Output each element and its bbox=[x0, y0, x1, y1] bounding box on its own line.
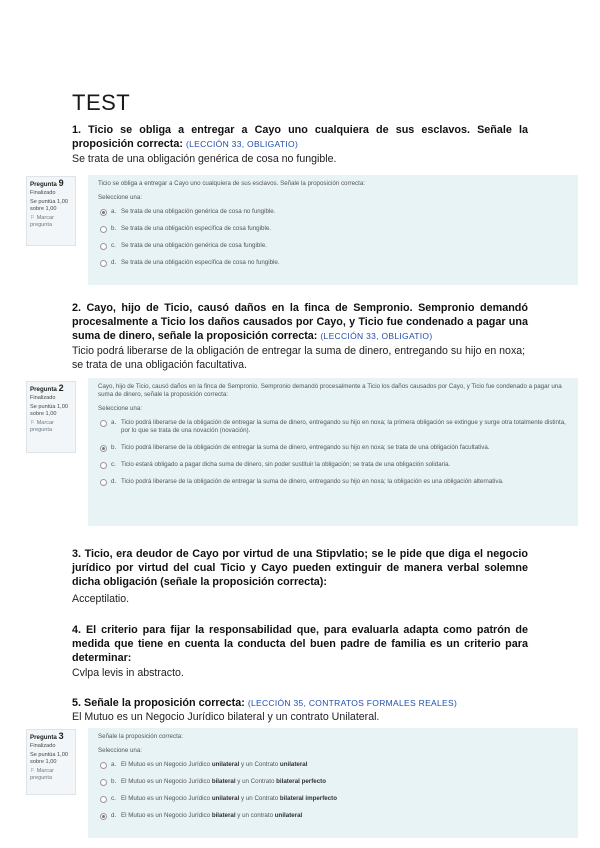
radio-button[interactable] bbox=[100, 796, 107, 803]
option-c[interactable]: c. Se trata de una obligación genérica de cosa fungible. bbox=[100, 242, 568, 250]
flag-icon: ⚐ bbox=[30, 420, 36, 426]
page-title: TEST bbox=[72, 90, 131, 115]
question-status: Finalizado bbox=[30, 743, 56, 749]
radio-button[interactable] bbox=[100, 209, 107, 216]
question-4: 4. El criterio para fijar la responsabilidad que, para evaluarla adapta como patrón de medida que tiene en cuenta la conducta del buen padre de familia es un criterio para determinar: bbox=[72, 624, 528, 664]
question-info-panel-1: Pregunta 9 Finalizado Se puntúa 1,00 sobre 1,00 ⚐ Marcar pregunta bbox=[26, 176, 76, 246]
radio-button[interactable] bbox=[100, 226, 107, 233]
flag-question-link[interactable]: ⚐ Marcar pregunta bbox=[30, 420, 54, 433]
radio-button[interactable] bbox=[100, 479, 107, 486]
flag-icon: ⚐ bbox=[30, 768, 36, 774]
answer-1: Se trata de una obligación genérica de cosa no fungible. bbox=[72, 153, 337, 165]
question-panel-1 bbox=[88, 175, 578, 285]
radio-button[interactable] bbox=[100, 260, 107, 267]
select-label: Seleccione una: bbox=[98, 405, 143, 412]
radio-button[interactable] bbox=[100, 813, 107, 820]
flag-question-link[interactable]: ⚐ Marcar pregunta bbox=[30, 768, 54, 781]
select-label: Seleccione una: bbox=[98, 194, 143, 201]
answer-5: El Mutuo es un Negocio Jurídico bilateral y un contrato Unilateral. bbox=[72, 711, 380, 723]
answer-2: Ticio podrá liberarse de la obligación de entregar la suma de dinero, entregando su hijo en noxa; se trata de una obligación facultativa. bbox=[72, 345, 526, 371]
select-label: Seleccione una: bbox=[98, 747, 143, 754]
question-prompt: Ticio se obliga a entregar a Cayo uno cualquiera de sus esclavos. Señale la proposición correcta: bbox=[98, 180, 366, 187]
answer-4: Cvlpa levis in abstracto. bbox=[72, 667, 184, 679]
question-5-text: 5. Señale la proposición correcta: bbox=[72, 697, 245, 709]
option-c[interactable]: c. Ticio estará obligado a pagar dicha suma de dinero, sin poder sustituir la obligación; se trata de una obligación solidaria. bbox=[100, 461, 568, 469]
question-5-lesson: (LECCIÓN 35, CONTRATOS FORMALES REALES) bbox=[247, 698, 458, 708]
radio-button[interactable] bbox=[100, 445, 107, 452]
question-2-text: 2. Cayo, hijo de Ticio, causó daños en la finca de Sempronio. Sempronio demandó procesalmente a Ticio los daños causados por Cayo, y Ticio fue condenado a pagar una suma de dinero, señale la proposición correcta: bbox=[72, 302, 528, 342]
answer-3: Acceptilatio. bbox=[72, 593, 130, 605]
question-prompt: Señale la proposición correcta: bbox=[98, 733, 183, 740]
question-1 bbox=[72, 124, 528, 152]
question-1-lesson: (LECCIÓN 33, OBLIGATIO) bbox=[186, 138, 299, 149]
question-3: 3. Ticio, era deudor de Cayo por virtud de una Stipvlatio; se le pide que diga el negocio jurídico por virtud del cual Ticio y Cayo pueden extinguir de manera verbal solemne dicha obligación (señale la proposición correcta): bbox=[72, 548, 528, 588]
flag-question-link[interactable]: ⚐ Marcar pregunta bbox=[30, 215, 54, 228]
question-score: Se puntúa 1,00 sobre 1,00 bbox=[30, 199, 68, 212]
radio-button[interactable] bbox=[100, 243, 107, 250]
question-2 bbox=[72, 302, 528, 343]
option-b[interactable]: b. El Mutuo es un Negocio Jurídico bilateral y un Contrato bilateral perfecto bbox=[100, 778, 568, 786]
flag-icon: ⚐ bbox=[30, 215, 36, 221]
question-info-panel-2: Pregunta 2 Finalizado Se puntúa 1,00 sobre 1,00 ⚐ Marcar pregunta bbox=[26, 381, 76, 453]
radio-button[interactable] bbox=[100, 779, 107, 786]
option-b[interactable]: b. Ticio podrá liberarse de la obligación de entregar la suma de dinero, entregando su hijo en noxa; se trata de una obligación facultativa. bbox=[100, 444, 568, 452]
option-d[interactable]: d. El Mutuo es un Negocio Jurídico bilateral y un contrato unilateral bbox=[100, 812, 568, 820]
option-a[interactable]: a. Se trata de una obligación genérica de cosa no fungible. bbox=[100, 208, 568, 216]
question-5 bbox=[72, 697, 528, 711]
question-1-text: 1. Ticio se obliga a entregar a Cayo uno cualquiera de sus esclavos. Señale la proposición correcta: bbox=[72, 124, 528, 150]
radio-button[interactable] bbox=[100, 420, 107, 427]
question-score: Se puntúa 1,00 sobre 1,00 bbox=[30, 404, 68, 417]
question-2-lesson: (LECCIÓN 33, OBLIGATIO) bbox=[320, 330, 433, 341]
question-prompt: Cayo, hijo de Ticio, causó daños en la finca de Sempronio. Sempronio demandó procesalmente a Ticio los daños causados por Cayo, y Ticio fue condenado a pagar una suma de dinero, señale la proposición correcta: bbox=[98, 383, 562, 398]
question-status: Finalizado bbox=[30, 190, 56, 196]
option-d[interactable]: d. Se trata de una obligación específica de cosa no fungible. bbox=[100, 259, 568, 267]
question-score: Se puntúa 1,00 sobre 1,00 bbox=[30, 752, 68, 765]
option-d[interactable]: d. Ticio podrá liberarse de la obligación de entregar la suma de dinero, entregando su hijo en noxa; la obligación es una obligación alternativa. bbox=[100, 478, 568, 486]
option-a[interactable]: a. Ticio podrá liberarse de la obligación de entregar la suma de dinero, entregando su hijo en noxa; la primera obligación se extingue y surge otra totalmente distinta, por lo que se trata de una novación (novación). bbox=[100, 419, 568, 435]
question-info-panel-3: Pregunta 3 Finalizado Se puntúa 1,00 sobre 1,00 ⚐ Marcar pregunta bbox=[26, 729, 76, 795]
option-c[interactable]: c. El Mutuo es un Negocio Jurídico unilateral y un Contrato bilateral imperfecto bbox=[100, 795, 568, 803]
option-a[interactable]: a. El Mutuo es un Negocio Jurídico unilateral y un Contrato unilateral bbox=[100, 761, 568, 769]
radio-button[interactable] bbox=[100, 762, 107, 769]
question-status: Finalizado bbox=[30, 395, 56, 401]
question-panel-3 bbox=[88, 728, 578, 838]
radio-button[interactable] bbox=[100, 462, 107, 469]
option-b[interactable]: b. Se trata de una obligación específica de cosa fungible. bbox=[100, 225, 568, 233]
question-panel-2 bbox=[88, 378, 578, 526]
